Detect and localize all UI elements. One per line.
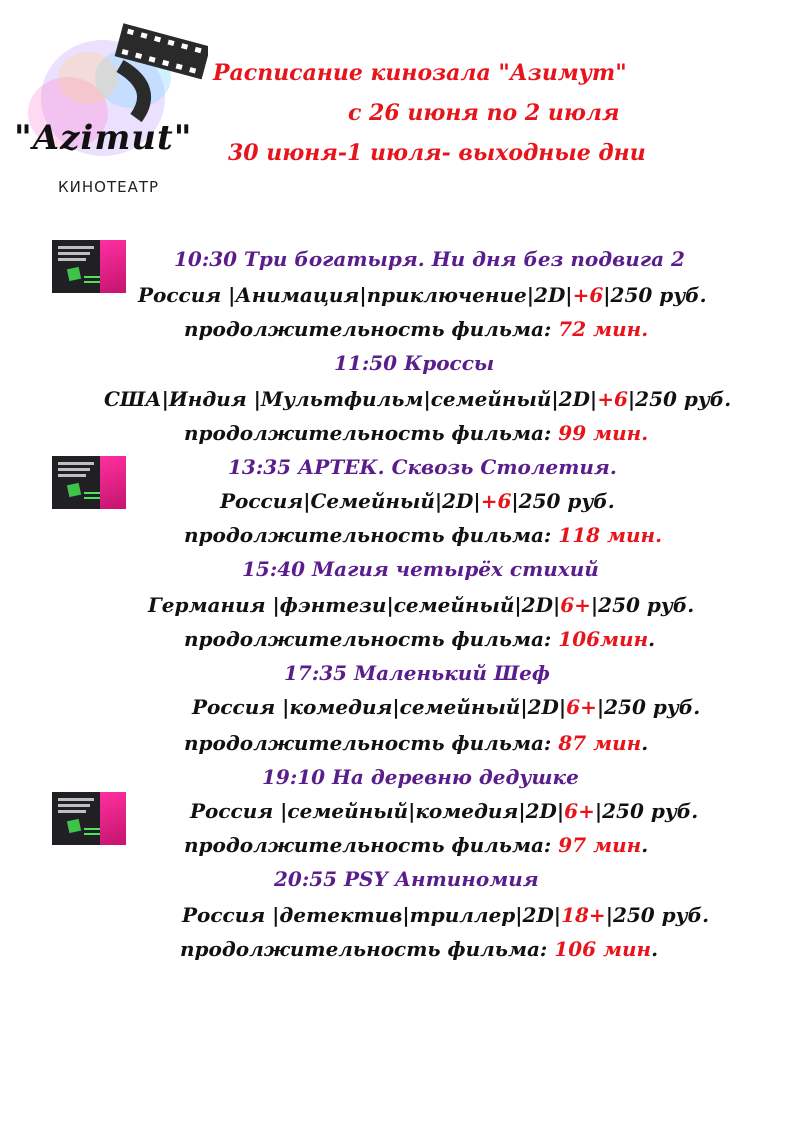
movie-duration: продолжительность фильма: 118 мин.: [184, 523, 663, 547]
movie-duration: продолжительность фильма: 106 мин.: [180, 937, 659, 961]
film-reel-icon: [8, 18, 208, 188]
movie-duration: продолжительность фильма: 87 мин.: [184, 731, 649, 755]
movie-info: Россия |детектив|триллер|2D|18+|250 руб.: [182, 903, 710, 927]
cinema-logo: [8, 18, 208, 196]
schedule-heading: Расписание кинозала "Азимут": [213, 60, 627, 86]
movie-duration: продолжительность фильма: 106мин.: [184, 627, 656, 651]
movie-duration: продолжительность фильма: 99 мин.: [184, 421, 649, 445]
movie-title: 13:35 АРТЕК. Сквозь Столетия.: [228, 455, 617, 479]
movie-title: 20:55 PSY Антиномия: [274, 867, 539, 891]
movie-info: Россия |комедия|семейный|2D|6+|250 руб.: [192, 695, 701, 719]
movie-info: Германия |фэнтези|семейный|2D|6+|250 руб.: [148, 593, 695, 617]
movie-info: Россия|Семейный|2D|+6|250 руб.: [220, 489, 615, 513]
movie-title: 15:40 Магия четырёх стихий: [242, 557, 599, 581]
weekend-note: 30 июня-1 июля- выходные дни: [228, 140, 646, 166]
logo-name: "Azimut": [14, 118, 193, 158]
movie-title: 11:50 Кроссы: [334, 351, 495, 375]
movie-title: 10:30 Три богатыря. Ни дня без подвига 2: [174, 247, 685, 271]
movie-info: Россия |Анимация|приключение|2D|+6|250 руб.: [138, 283, 707, 307]
logo-subtitle: КИНОТЕАТР: [58, 178, 160, 196]
date-range: с 26 июня по 2 июля: [348, 100, 620, 126]
movie-info: Россия |семейный|комедия|2D|6+|250 руб.: [190, 799, 699, 823]
movie-duration: продолжительность фильма: 72 мин.: [184, 317, 649, 341]
movie-title: 17:35 Маленький Шеф: [284, 661, 550, 685]
movie-info: США|Индия |Мультфильм|семейный|2D|+6|250 руб.: [104, 387, 732, 411]
movie-title: 19:10 На деревню дедушке: [262, 765, 579, 789]
movie-duration: продолжительность фильма: 97 мин.: [184, 833, 649, 857]
